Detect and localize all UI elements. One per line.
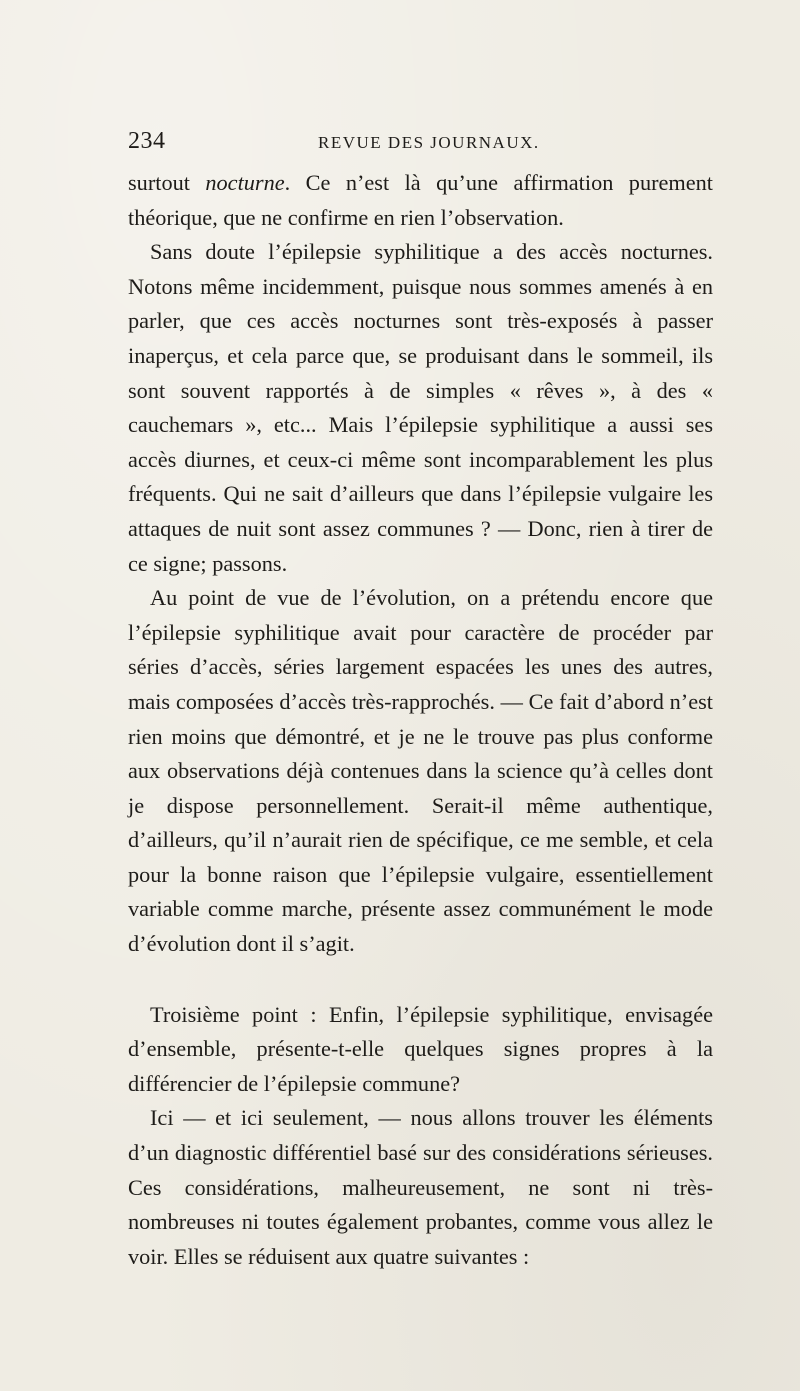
running-title: REVUE DES JOURNAUX. [318, 133, 540, 152]
body-text [128, 166, 713, 1274]
paragraph-1 [128, 166, 713, 235]
paragraph-4: Troisième point : Enfin, l’épilepsie syphilitique, envisagée d’ensemble, présente-t-elle quelques signes propres à la différencier de l’épilepsie commune? [128, 1001, 713, 1096]
page-number: 234 [128, 128, 166, 154]
page-header [128, 128, 716, 160]
paragraph-1-italic: nocturne [205, 170, 285, 195]
paragraph-1-rest: . Ce n’est là qu’une affirmation purement théorique, que ne confirme en rien l’observation. [128, 170, 713, 230]
paragraph-2: Sans doute l’épilepsie syphilitique a des accès nocturnes. Notons même incidemment, puisque nous sommes amenés à en parler, que ces accès nocturnes sont très-exposés à passer inaperçus, et cela parce que, se produisant dans le sommeil, ils sont souvent rapportés à de simples « rêves », à des « cauchemars », etc... Mais l’épilepsie syphilitique a aussi ses accès diurnes, et ceux-ci même sont incomparablement les plus fréquents. Qui ne sait d’ailleurs que dans l’épilepsie vulgaire les attaques de nuit sont assez communes ? — Donc, rien à tirer de ce signe; passons. [128, 239, 713, 576]
section-gap [128, 962, 713, 998]
paragraph-1-lead: surtout [128, 170, 206, 195]
paragraph-3: Au point de vue de l’évolution, on a prétendu encore que l’épilepsie syphilitique avait pour caractère de procéder par séries d’accès, séries largement espacées les unes des autres, mais composées d’accès très-rapprochés. — Ce fait d’abord n’est rien moins que démontré, et je ne le trouve pas plus conforme aux observations déjà contenues dans la science qu’à celles dont je dispose personnellement. Serait-il même authentique, d’ailleurs, qu’il n’aurait rien de spécifique, ce me semble, et cela pour la bonne raison que l’épilepsie vulgaire, essentiellement variable comme marche, présente assez communément le mode d’évolution dont il s’agit. [128, 585, 713, 957]
paragraph-5: Ici — et ici seulement, — nous allons trouver les éléments d’un diagnostic différentiel basé sur des considérations sérieuses. Ces considérations, malheureusement, ne sont ni très-nombreuses ni toutes également probantes, comme vous allez le voir. Elles se réduisent aux quatre suivantes : [128, 1105, 713, 1269]
